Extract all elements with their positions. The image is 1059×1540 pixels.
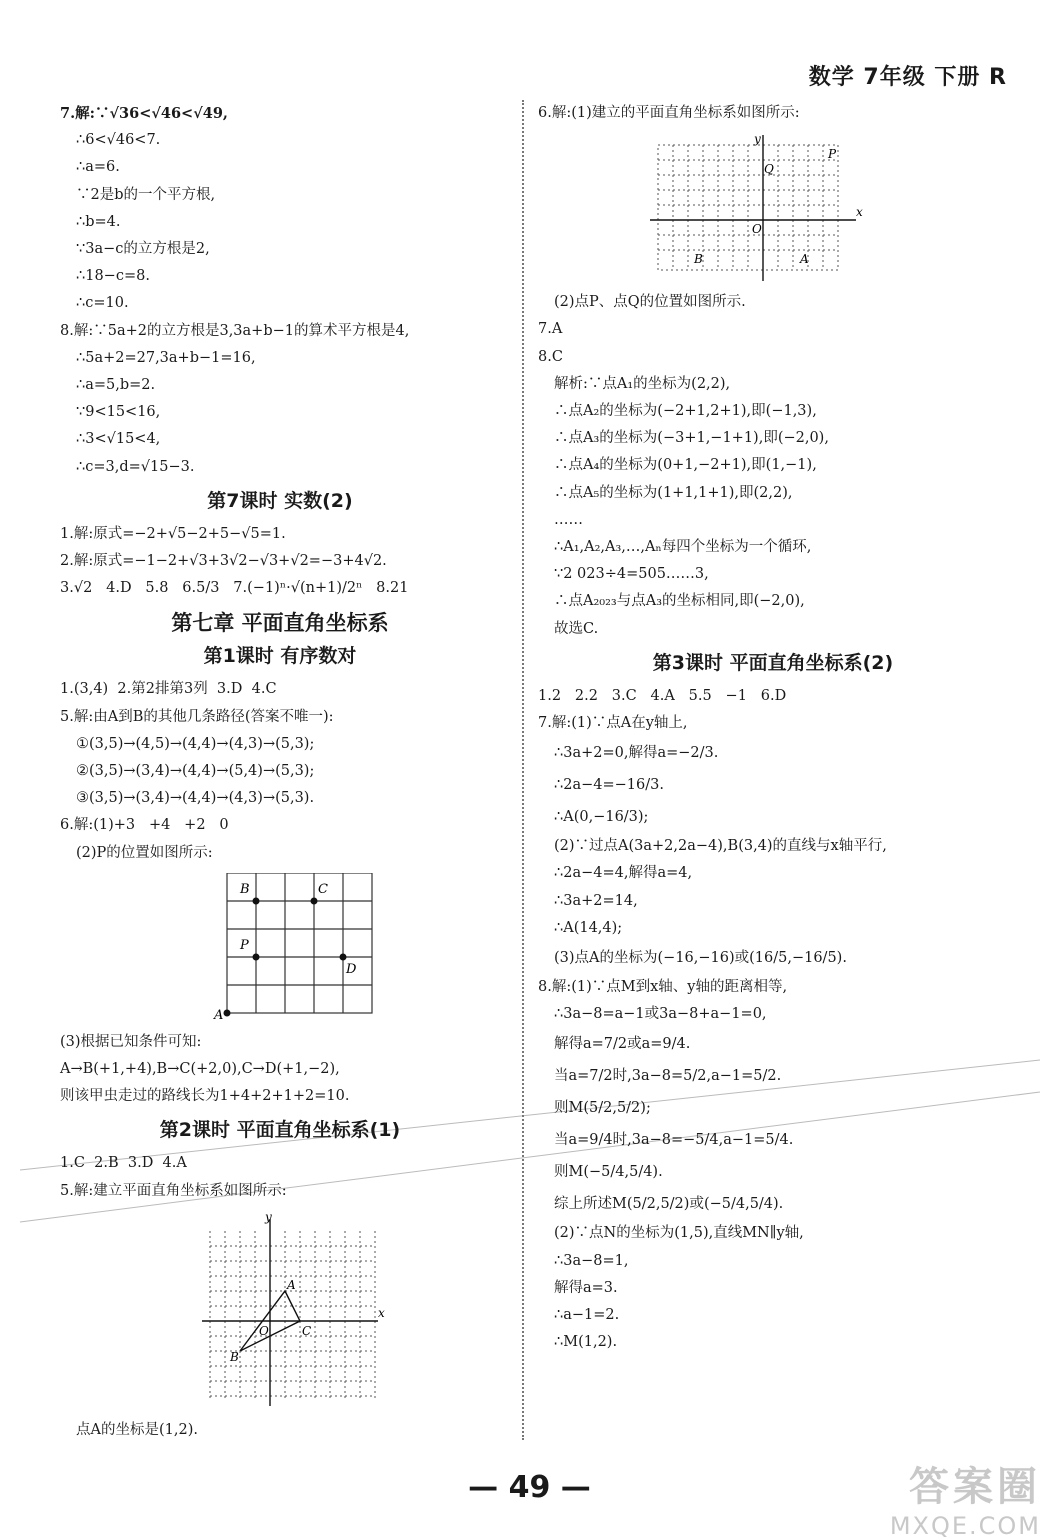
grid2-origin: O — [259, 1323, 269, 1338]
answer-line: (2)P的位置如图所示: — [76, 844, 213, 861]
grid1-label-a: A — [214, 1007, 224, 1023]
answer-line: ∴A(14,4); — [554, 919, 623, 936]
answer-line: ∴点A₂的坐标为(−2+1,2+1),即(−1,3), — [554, 403, 817, 420]
answer-line: ∴a=5,b=2. — [76, 377, 156, 394]
answer-line: ∴点A₃的坐标为(−3+1,−1+1),即(−2,0), — [554, 430, 829, 447]
answer-line: ③(3,5)→(3,4)→(4,4)→(4,3)→(5,3). — [76, 790, 315, 807]
answer-line: ①(3,5)→(4,5)→(4,4)→(4,3)→(5,3); — [76, 735, 315, 752]
answer-line: ∴b=4. — [76, 213, 121, 230]
answer-line: 1.2 2.2 3.C 4.A 5.5 −1 6.D — [538, 687, 787, 704]
chapter-title: 第七章 平面直角坐标系 — [171, 611, 389, 636]
answer-line: 解得a=3. — [554, 1279, 618, 1296]
grid1-label-p: P — [240, 937, 249, 953]
answer-line: 2.解:原式=−1−2+√3+3√2−√3+√2=−3+4√2. — [60, 553, 387, 570]
section-title: 第7课时 实数(2) — [207, 489, 353, 512]
answer-line: 综上所述M(5/2,5/2)或(−5/4,5/4). — [554, 1196, 784, 1213]
answer-line: ∴18−c=8. — [76, 268, 150, 285]
grid2-label-b: B — [230, 1349, 239, 1364]
answer-line: ∴点A₅的坐标为(1+1,1+1),即(2,2), — [554, 484, 793, 501]
answer-line: (2)点P、点Q的位置如图所示. — [554, 294, 746, 311]
grid3-label-q: Q — [764, 162, 774, 177]
answer-line: ∵2 023÷4=505……3, — [554, 566, 709, 583]
page-header: 数学 7年级 下册 R — [808, 65, 1007, 90]
answer-line: ∴a−1=2. — [554, 1307, 620, 1324]
answer-line: 当a=7/2时,3a−8=5/2,a−1=5/2. — [554, 1068, 782, 1085]
answer-line: 8.C — [538, 348, 563, 365]
section-title: 第1课时 有序数对 — [203, 645, 357, 668]
answer-line: ∴5a+2=27,3a+b−1=16, — [76, 349, 256, 366]
left-column — [60, 100, 500, 1444]
page-number: — 49 — — [468, 1470, 591, 1505]
answer-line: ∴6<√46<7. — [76, 132, 161, 149]
answer-line: 5.解:由A到B的其他几条路径(答案不唯一): — [60, 708, 334, 725]
answer-line: ∴2a−4=−16/3. — [554, 777, 664, 794]
answer-line: A→B(+1,+4),B→C(+2,0),C→D(+1,−2), — [60, 1061, 340, 1078]
answer-line: ∴点A₄的坐标为(0+1,−2+1),即(1,−1), — [554, 457, 817, 474]
answer-line: 5.解:建立平面直角坐标系如图所示: — [60, 1182, 287, 1199]
answer-line: 则M(5/2,5/2); — [554, 1100, 651, 1117]
answer-line: 6.解:(1)+3 +4 +2 0 — [60, 817, 229, 834]
answer-line: 7.A — [538, 321, 563, 338]
answer-line: ∴c=10. — [76, 295, 129, 312]
answer-line: 1.解:原式=−2+√5−2+5−√5=1. — [60, 525, 286, 542]
grid3-origin: O — [752, 222, 762, 237]
answer-line: ∵2是b的一个平方根, — [76, 186, 216, 203]
coordinate-figure-triangle — [60, 1211, 500, 1411]
grid1-label-b: B — [240, 881, 250, 897]
grid3-axis-y: y — [754, 133, 761, 147]
answer-line: ∴3a−8=a−1或3a−8+a−1=0, — [554, 1006, 767, 1023]
section-title: 第2课时 平面直角坐标系(1) — [159, 1119, 401, 1142]
answer-line: 当a=9/4时,3a−8=−5/4,a−1=5/4. — [554, 1132, 794, 1149]
grid2-axis-y: y — [265, 1210, 272, 1224]
answer-line: ∴M(1,2). — [554, 1334, 618, 1351]
answer-line: 6.解:(1)建立的平面直角坐标系如图所示: — [538, 105, 800, 121]
grid3-label-p: P — [828, 147, 837, 162]
answer-line: (2)∵点N的坐标为(1,5),直线MN∥y轴, — [554, 1225, 804, 1242]
answer-line: 点A的坐标是(1,2). — [76, 1421, 198, 1438]
answer-line: 8.解:∵5a+2的立方根是3,3a+b−1的算术平方根是4, — [60, 322, 410, 339]
answer-line: ∵3a−c的立方根是2, — [76, 241, 210, 258]
grid3-label-b: B — [694, 252, 703, 267]
answer-line: ②(3,5)→(3,4)→(4,4)→(5,4)→(5,3); — [76, 763, 315, 780]
answer-line: 1.(3,4) 2.第2排第3列 3.D 4.C — [60, 681, 277, 698]
answer-line: 7.解:(1)∵点A在y轴上, — [538, 715, 688, 732]
watermark-bottom: MXQE.COM — [889, 1512, 1041, 1540]
answer-line: ∴3a+2=0,解得a=−2/3. — [554, 745, 719, 762]
grid1-label-d: D — [346, 961, 357, 977]
answer-line: ∴3a−8=1, — [554, 1252, 629, 1269]
answer-line: …… — [554, 511, 583, 528]
coordinate-figure-pq — [538, 133, 1008, 283]
grid2-axis-x: x — [378, 1305, 385, 1320]
answer-line: (3)点A的坐标为(−16,−16)或(16/5,−16/5). — [554, 950, 847, 967]
answer-line: 3.√2 4.D 5.8 6.5/3 7.(−1)ⁿ·√(n+1)/2ⁿ 8.21 — [60, 580, 409, 597]
path-grid-figure — [60, 873, 500, 1023]
grid1-label-c: C — [318, 881, 328, 897]
right-column — [538, 100, 1008, 1356]
watermark-top: 答案圈 — [909, 1464, 1041, 1510]
answer-line: 故选C. — [554, 620, 599, 637]
answer-line: 则该甲虫走过的路线长为1+4+2+1+2=10. — [60, 1088, 350, 1105]
answer-line: 则M(−5/4,5/4). — [554, 1164, 663, 1181]
grid3-axis-x: x — [856, 205, 863, 220]
grid3-label-a: A — [800, 252, 809, 267]
grid2-label-c: C — [302, 1323, 312, 1338]
answer-line: ∵9<15<16, — [76, 404, 161, 421]
answer-line: ∴2a−4=4,解得a=4, — [554, 865, 693, 882]
answer-line: (3)根据已知条件可知: — [60, 1033, 202, 1050]
answer-line: ∴A(0,−16/3); — [554, 809, 649, 826]
section-title: 第3课时 平面直角坐标系(2) — [652, 651, 894, 674]
answer-line: 解得a=7/2或a=9/4. — [554, 1036, 691, 1053]
answer-line: ∴a=6. — [76, 159, 120, 176]
answer-line: ∴A₁,A₂,A₃,…,Aₙ每四个坐标为一个循环, — [554, 539, 812, 556]
answer-line: ∴3a+2=14, — [554, 892, 638, 909]
answer-line: ∴3<√15<4, — [76, 431, 161, 448]
watermark — [890, 1455, 1041, 1540]
answer-line: 解析:∵点A₁的坐标为(2,2), — [554, 375, 731, 392]
answer-line: ∴点A₂₀₂₃与点A₃的坐标相同,即(−2,0), — [554, 593, 805, 610]
answer-line: 7.解:∵√36<√46<√49, — [60, 105, 228, 122]
answer-line: ∴c=3,d=√15−3. — [76, 458, 195, 475]
grid2-label-a: A — [287, 1277, 296, 1292]
column-divider — [522, 100, 524, 1440]
answer-line: (2)∵过点A(3a+2,2a−4),B(3,4)的直线与x轴平行, — [554, 838, 887, 855]
answer-line: 8.解:(1)∵点M到x轴、y轴的距离相等, — [538, 979, 788, 996]
answer-line: 1.C 2.B 3.D 4.A — [60, 1155, 187, 1172]
